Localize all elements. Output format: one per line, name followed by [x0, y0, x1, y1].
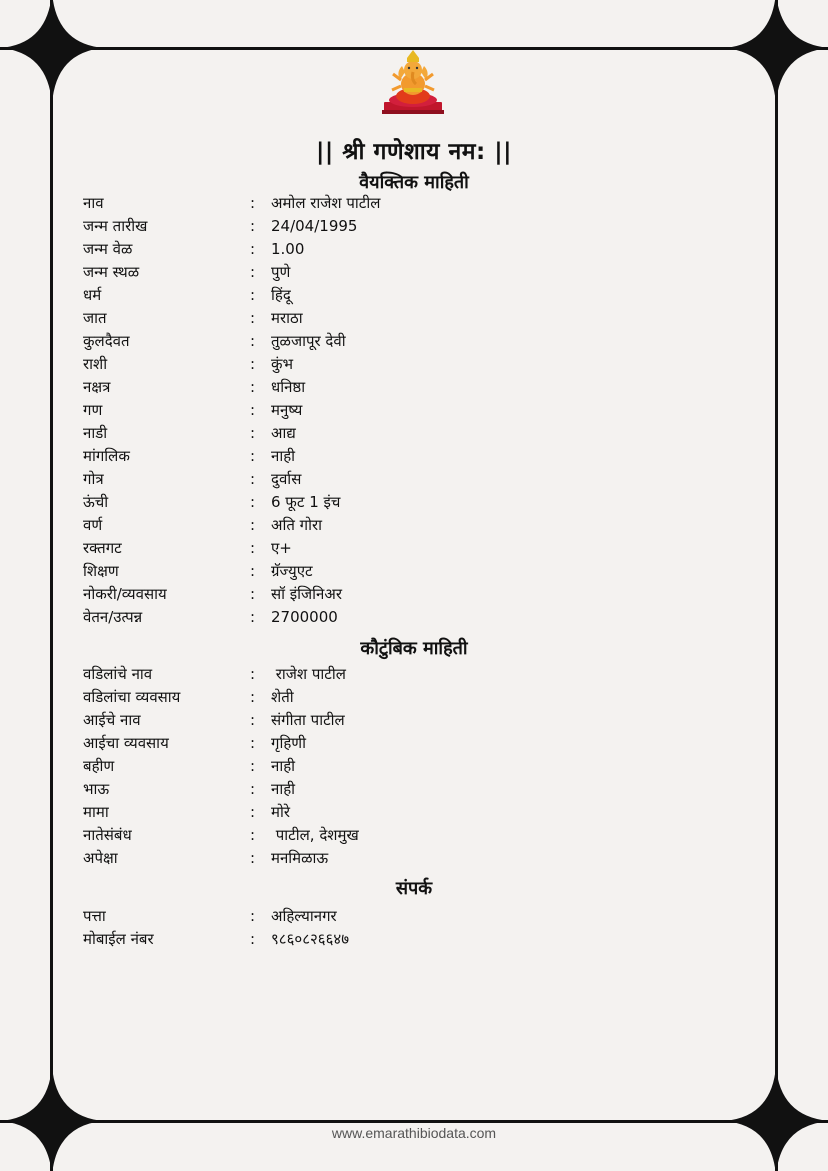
field-value: मनमिळाऊ: [271, 849, 329, 867]
field-label: जन्म स्थळ: [83, 263, 140, 281]
field-separator: :: [250, 780, 256, 798]
field-label: बहीण: [83, 757, 115, 775]
field-label: नातेसंबंध: [83, 826, 132, 844]
field-separator: :: [250, 401, 256, 419]
field-label: नक्षत्र: [83, 378, 111, 396]
field-label: वेतन/उत्पन्न: [83, 608, 143, 626]
field-label: नाव: [83, 194, 104, 212]
field-value: अहिल्यानगर: [271, 907, 337, 925]
field-value: 24/04/1995: [271, 217, 358, 235]
field-separator: :: [250, 930, 256, 948]
field-value: 1.00: [271, 240, 305, 258]
field-label: मोबाईल नंबर: [83, 930, 154, 948]
field-value: पुणे: [271, 263, 291, 281]
field-separator: :: [250, 286, 256, 304]
field-separator: :: [250, 424, 256, 442]
field-separator: :: [250, 332, 256, 350]
field-label: जन्म तारीख: [83, 217, 148, 235]
field-label: जात: [83, 309, 107, 327]
corner-star-bottom-left: [0, 1066, 104, 1171]
invocation-title: || श्री गणेशाय नम: ||: [315, 139, 513, 165]
field-separator: :: [250, 907, 256, 925]
field-separator: :: [250, 309, 256, 327]
field-value: सॉ इंजिनिअर: [271, 585, 342, 603]
field-value: हिंदू: [271, 286, 291, 304]
field-separator: :: [250, 688, 256, 706]
field-label: शिक्षण: [83, 562, 119, 580]
field-value: मराठा: [271, 309, 303, 327]
section-title-contact: संपर्क: [395, 878, 433, 899]
field-separator: :: [250, 803, 256, 821]
field-separator: :: [250, 447, 256, 465]
field-label: अपेक्षा: [83, 849, 118, 867]
field-value: दुर्वास: [271, 470, 302, 488]
field-separator: :: [250, 263, 256, 281]
field-label: वडिलांचे नाव: [83, 665, 153, 683]
field-label: वडिलांचा व्यवसाय: [83, 688, 181, 706]
field-value: तुळजापूर देवी: [271, 332, 346, 350]
field-separator: :: [250, 516, 256, 534]
field-value: मनुष्य: [271, 401, 303, 419]
field-value: शेती: [271, 688, 294, 706]
field-value: नाही: [271, 780, 296, 798]
corner-star-top-right: [724, 0, 828, 104]
field-label: भाऊ: [83, 780, 110, 798]
field-value: 6 फूट 1 इंच: [271, 493, 341, 511]
field-separator: :: [250, 585, 256, 603]
field-label: गण: [83, 401, 103, 419]
field-separator: :: [250, 734, 256, 752]
field-label: रक्तगट: [83, 539, 122, 557]
field-value: कुंभ: [271, 355, 294, 373]
field-value: संगीता पाटील: [271, 711, 345, 729]
field-label: कुलदैवत: [83, 332, 130, 350]
field-value: धनिष्ठा: [271, 378, 306, 396]
field-separator: :: [250, 240, 256, 258]
field-separator: :: [250, 665, 256, 683]
field-separator: :: [250, 539, 256, 557]
field-label: नोकरी/व्यवसाय: [83, 585, 167, 603]
field-separator: :: [250, 562, 256, 580]
field-separator: :: [250, 470, 256, 488]
footer-website: www.emarathibiodata.com: [331, 1125, 497, 1141]
field-separator: :: [250, 608, 256, 626]
field-value: अमोल राजेश पाटील: [271, 194, 381, 212]
field-value: नाही: [271, 757, 296, 775]
section-title-family: कौटुंबिक माहिती: [360, 638, 468, 659]
field-label: आईचा व्यवसाय: [83, 734, 169, 752]
field-separator: :: [250, 826, 256, 844]
corner-star-top-left: [0, 0, 104, 104]
field-label: मामा: [83, 803, 109, 821]
field-value: ए+: [271, 539, 292, 557]
field-separator: :: [250, 493, 256, 511]
field-value: 2700000: [271, 608, 338, 626]
field-label: गोत्र: [83, 470, 104, 488]
field-value: पाटील, देशमुख: [271, 826, 359, 844]
field-value: गृहिणी: [271, 734, 307, 752]
field-label: ऊंची: [83, 493, 109, 511]
field-separator: :: [250, 194, 256, 212]
field-separator: :: [250, 355, 256, 373]
field-value: नाही: [271, 447, 296, 465]
field-label: जन्म वेळ: [83, 240, 133, 258]
field-value: ९८६०८२६६४७: [271, 930, 350, 948]
field-label: धर्म: [83, 286, 102, 304]
section-title-personal: वैयक्तिक माहिती: [359, 172, 469, 193]
field-value: राजेश पाटील: [271, 665, 346, 683]
field-value: मोरे: [271, 803, 290, 821]
field-separator: :: [250, 757, 256, 775]
field-label: आईचे नाव: [83, 711, 141, 729]
field-label: वर्ण: [83, 516, 103, 534]
field-separator: :: [250, 711, 256, 729]
field-separator: :: [250, 217, 256, 235]
field-value: ग्रॅज्युएट: [271, 562, 313, 580]
ganesha-icon: [380, 50, 446, 116]
field-label: नाडी: [83, 424, 108, 442]
field-separator: :: [250, 849, 256, 867]
field-label: राशी: [83, 355, 108, 373]
field-value: अति गोरा: [271, 516, 323, 534]
field-value: आद्य: [271, 424, 296, 442]
corner-star-bottom-right: [724, 1066, 828, 1171]
field-label: पत्ता: [83, 907, 106, 925]
field-label: मांगलिक: [83, 447, 130, 465]
field-separator: :: [250, 378, 256, 396]
